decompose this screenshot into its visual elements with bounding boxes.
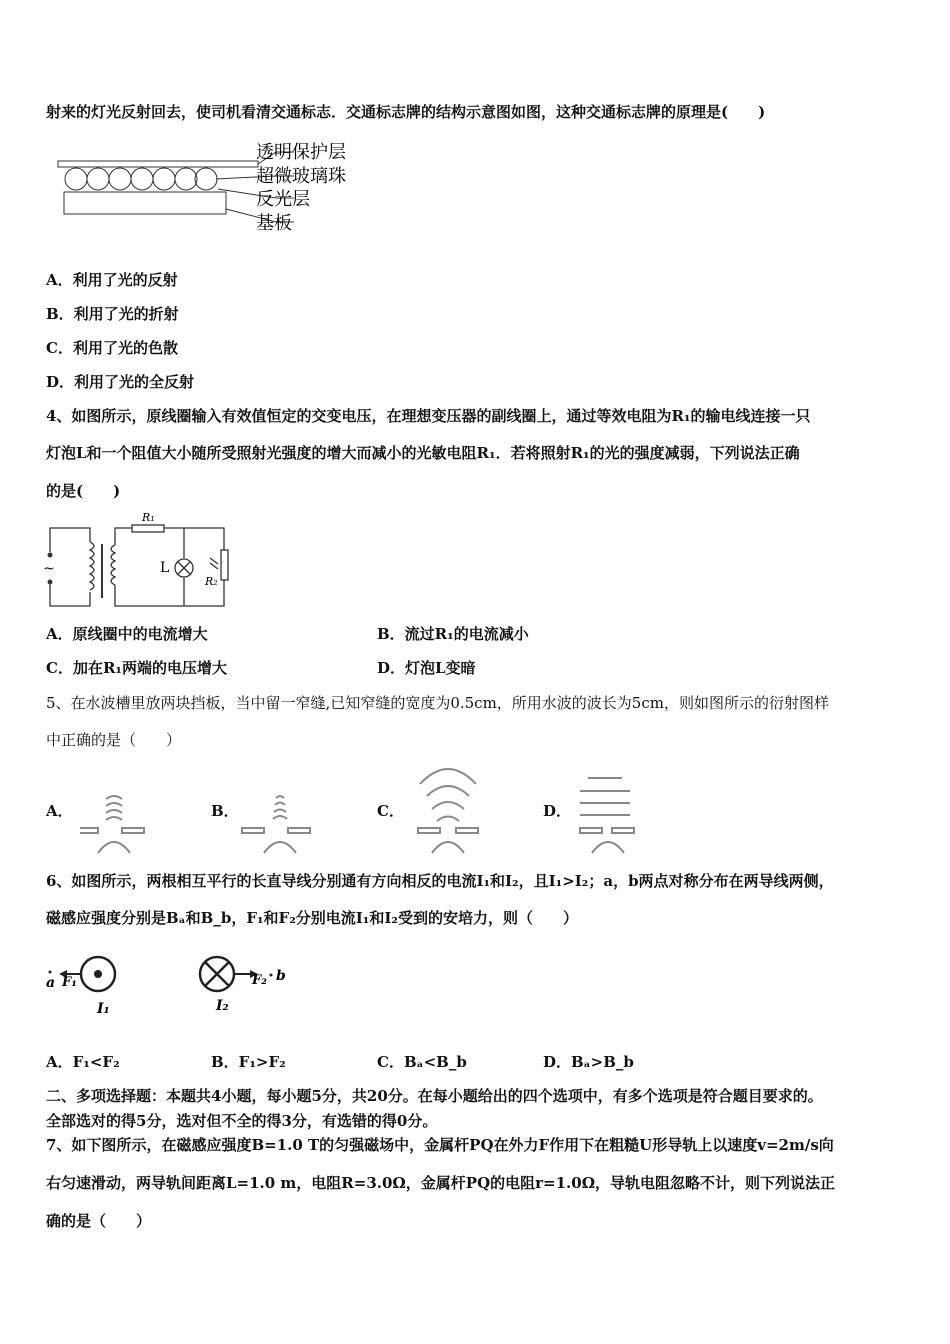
q5-option-a: A． (46, 802, 73, 820)
q6-option-a: A．F₁<F₂ (46, 1053, 120, 1071)
q6-stem-2: 磁感应强度分别是Bₐ和B_b，F₁和F₂分别电流I₁和I₂受到的安培力，则（ ） (46, 909, 578, 927)
section2-heading-1: 二、多项选择题：本题共4小题，每小题5分，共20分。在每小题给出的四个选项中，有多个选项是符合题目要求的。 (46, 1087, 823, 1105)
label-lamp: L (160, 560, 170, 576)
q3-option-c: C．利用了光的色散 (46, 339, 178, 357)
q3-option-b: B．利用了光的折射 (46, 305, 179, 323)
section2-heading-2: 全部选对的得5分，选对但不全的得3分，有选错的得0分。 (46, 1112, 438, 1130)
q7-stem-2: 右匀速滑动，两导轨间距离L=1.0 m，电阻R=3.0Ω，金属杆PQ的电阻r=1.0Ω，导轨电阻忽略不计，则下列说法正 (46, 1174, 836, 1192)
q4-stem-3: 的是( ) (46, 482, 121, 500)
label-point-b: b (276, 968, 286, 984)
diffraction-figures (80, 762, 660, 857)
q4-option-c: C．加在R₁两端的电压增大 (46, 659, 227, 677)
q6-option-d: D．Bₐ>B_b (543, 1053, 634, 1071)
q5-option-d: D． (543, 802, 572, 820)
ac-source-symbol: ~ (43, 561, 55, 577)
diffraction-a (80, 796, 144, 853)
q3-option-d: D．利用了光的全反射 (46, 373, 195, 391)
label-r2: R₂ (205, 575, 218, 588)
diffraction-b (242, 796, 310, 853)
q5-stem-2: 中正确的是（ ） (46, 731, 182, 749)
q3-stem: 射来的灯光反射回去，使司机看清交通标志．交通标志牌的结构示意图如图，这种交通标志牌的原理是( ) (46, 103, 766, 121)
transformer-circuit-figure (40, 500, 240, 620)
label-protective-layer: 透明保护层 (256, 142, 346, 163)
label-substrate: 基板 (256, 213, 292, 234)
label-f1: F₁ (62, 975, 77, 990)
q4-option-d: D．灯泡L变暗 (377, 659, 476, 677)
diffraction-d (580, 778, 634, 853)
diffraction-c (418, 769, 478, 853)
q5-stem-1: 5、在水波槽里放两块挡板，当中留一窄缝,已知窄缝的宽度为0.5cm，所用水波的波长为5cm，则如图所示的衍射图样 (46, 694, 829, 712)
q6-stem-1: 6、如图所示，两根相互平行的长直导线分别通有方向相反的电流I₁和I₂，且I₁>I₂；a，b两点对称分布在两导线两侧， (46, 872, 834, 890)
q6-option-c: C．Bₐ<B_b (377, 1053, 467, 1071)
q4-stem-2: 灯泡L和一个阻值大小随所受照射光强度的增大而减小的光敏电阻R₁．若将照射R₁的光的强度减弱，下列说法正确 (46, 444, 800, 462)
q6-option-b: B．F₁>F₂ (211, 1053, 286, 1071)
label-r1: R₁ (142, 511, 155, 524)
sign-structure-figure (46, 134, 366, 239)
q5-option-c: C． (377, 802, 404, 820)
q4-option-b: B．流过R₁的电流减小 (377, 625, 529, 643)
label-i1: I₁ (97, 1001, 110, 1017)
label-point-a: a (46, 975, 56, 991)
label-f2: F₂ (252, 973, 267, 988)
q4-stem-1: 4、如图所示，原线圈输入有效值恒定的交变电压，在理想变压器的副线圈上，通过等效电阻为R₁的输电线连接一只 (46, 407, 811, 425)
q5-option-b: B． (211, 802, 239, 820)
parallel-wires-figure (40, 950, 310, 1020)
label-glass-beads: 超微玻璃珠 (256, 166, 346, 187)
q7-stem-3: 确的是（ ） (46, 1212, 152, 1230)
q3-option-a: A．利用了光的反射 (46, 271, 178, 289)
q4-option-a: A．原线圈中的电流增大 (46, 625, 208, 643)
q7-stem-1: 7、如下图所示，在磁感应强度B=1.0 T的匀强磁场中，金属杆PQ在外力F作用下在粗糙U形导轨上以速度v=2m/s向 (46, 1136, 834, 1154)
label-i2: I₂ (216, 998, 229, 1014)
label-reflective-layer: 反光层 (256, 189, 310, 210)
